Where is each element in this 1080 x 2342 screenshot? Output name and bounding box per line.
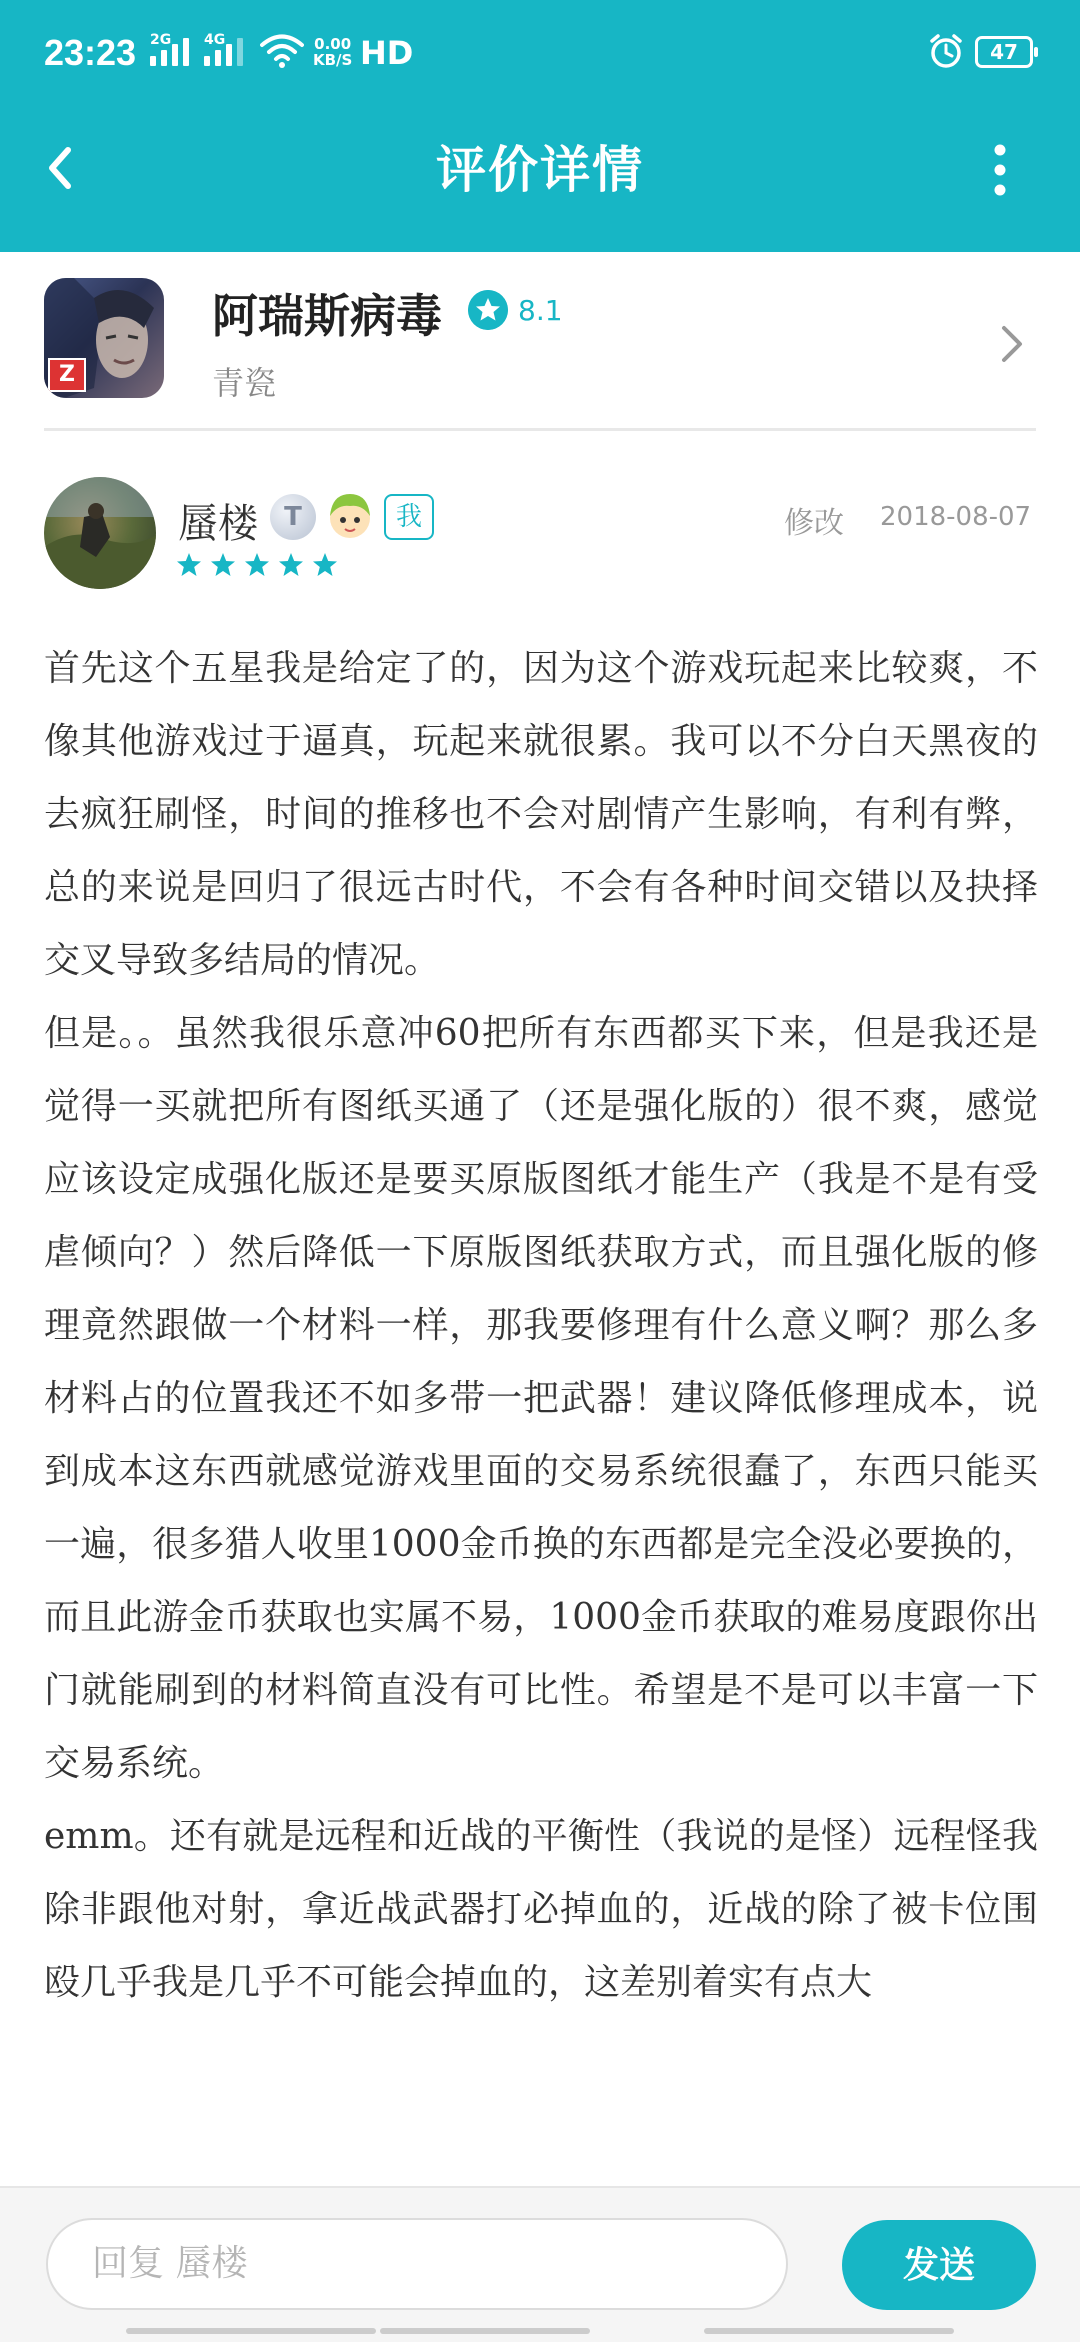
star-rating xyxy=(176,552,338,578)
star-icon xyxy=(210,552,236,578)
signal-4g-icon xyxy=(204,32,243,66)
network-speed xyxy=(313,36,352,68)
signal-4g-label: 4G xyxy=(204,32,226,48)
send-button[interactable]: 发送 xyxy=(842,2220,1036,2310)
nav-indicator xyxy=(380,2328,590,2334)
review-paragraph: 首先这个五星我是给定了的，因为这个游戏玩起来比较爽，不像其他游戏过于逼真，玩起来就很累。我可以不分白天黑夜的去疯狂刷怪，时间的推移也不会对剧情产生影响，有利有弊，总的来说是回归了很远古时代，不会有各种时间交错以及抉择交叉导致多结局的情况。 xyxy=(44,648,1038,981)
game-rating: 8.1 xyxy=(518,294,563,327)
star-icon xyxy=(244,552,270,578)
page-title: 评价详情 xyxy=(436,141,644,199)
review-content xyxy=(44,632,1038,2184)
nav-indicator xyxy=(126,2328,376,2334)
game-info-row[interactable] xyxy=(0,252,1080,430)
review-date: 2018-08-07 xyxy=(880,502,1032,532)
divider xyxy=(44,428,1036,431)
battery-level: 47 xyxy=(990,40,1018,64)
star-icon xyxy=(312,552,338,578)
game-icon xyxy=(44,278,164,398)
more-options-button[interactable] xyxy=(982,140,1018,200)
nav-indicator xyxy=(704,2328,954,2334)
wifi-icon xyxy=(260,34,304,68)
game-icon-badge: Z xyxy=(48,358,86,392)
edit-button[interactable]: 修改 xyxy=(784,506,844,541)
level-badge-label: T xyxy=(284,502,302,532)
rating-star-icon xyxy=(468,290,508,330)
game-name: 阿瑞斯病毒 xyxy=(212,289,442,343)
me-tag: 我 xyxy=(384,494,434,540)
speed-value: 0.00 xyxy=(314,35,352,53)
cartoon-avatar-badge-icon xyxy=(326,490,374,542)
user-name[interactable]: 蜃楼 xyxy=(178,501,258,547)
game-developer: 青瓷 xyxy=(212,364,277,402)
reply-input[interactable]: 回复 蜃楼 xyxy=(46,2218,788,2310)
top-bar xyxy=(0,0,1080,252)
reply-bar xyxy=(0,2186,1080,2342)
avatar-image xyxy=(44,477,156,589)
alarm-icon xyxy=(928,33,964,69)
hd-indicator: HD xyxy=(360,34,414,72)
signal-2g-label: 2G xyxy=(150,32,172,48)
level-badge xyxy=(270,494,316,540)
chevron-right-icon xyxy=(998,322,1026,366)
status-bar xyxy=(0,0,1080,105)
review-paragraph: emm。还有就是远程和近战的平衡性（我说的是怪）远程怪我除非跟他对射，拿近战武器打必掉血的，近战的除了被卡位围殴几乎我是几乎不可能会掉血的，这差别着实有点大 xyxy=(44,1816,1038,2003)
status-time: 23:23 xyxy=(44,32,137,73)
star-icon xyxy=(176,552,202,578)
avatar[interactable] xyxy=(44,477,156,589)
star-icon xyxy=(278,552,304,578)
review-paragraph: 但是。。虽然我很乐意冲60把所有东西都买下来，但是我还是觉得一买就把所有图纸买通了（还是强化版的）很不爽，感觉应该设定成强化版还是要买原版图纸才能生产（我是不是有受虐倾向？）然后降低一下原版图纸获取方式，而且强化版的修理竟然跟做一个材料一样，那我要修理有什么意义啊？那么多材料占的位置我还不如多带一把武器！建议降低修理成本，说到成本这东西就感觉游戏里面的交易系统很蠢了，东西只能买一遍，很多猎人收里1000金币换的东西都是完全没必要换的，而且此游金币获取也实属不易，1000金币获取的难易度跟你出门就能刷到的材料简直没有可比性。希望是不是可以丰富一下交易系统。 xyxy=(44,1013,1038,1784)
speed-unit: KB/S xyxy=(313,51,353,69)
signal-2g-icon xyxy=(150,32,189,66)
battery-indicator xyxy=(975,36,1033,68)
